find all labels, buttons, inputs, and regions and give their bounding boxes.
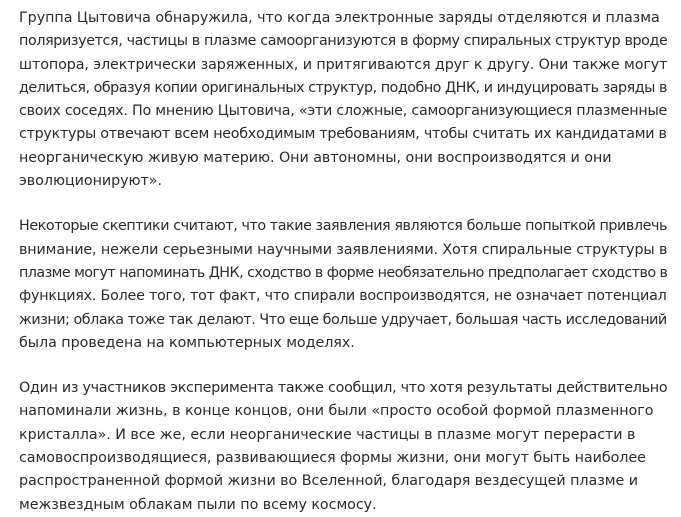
text-line: структуры отвечают всем необходимым требованиям, чтобы считать их кандидатами в (19, 126, 667, 143)
text-line: жизни; облака тоже так делают. Что еще больше удручает, большая часть исследований (19, 311, 667, 328)
text-line: была проведена на компьютерных моделях. (19, 334, 355, 351)
text-line: неорганическую живую материю. Они автономны, они воспроизводятся и они (19, 149, 612, 166)
text-line: делиться, образуя копии оригинальных структур, подобно ДНК, и индуцировать заряды в (19, 79, 667, 96)
text-line: Один из участников эксперимента также сообщил, что хотя результаты действительно (19, 380, 668, 397)
article-body (19, 7, 667, 517)
text-line: Некоторые скептики считают, что такие заявления являются больше попыткой привлечь (19, 218, 667, 235)
text-line: межзвездным облакам пыли по всему космосу. (19, 496, 377, 513)
paragraph-1 (19, 7, 667, 193)
text-line: внимание, нежели серьезными научными заявлениями. Хотя спиральные структуры в (19, 241, 668, 258)
text-line: своих соседях. По мнению Цытовича, «эти сложные, самоорганизующиеся плазменные (19, 103, 668, 120)
text-line: штопора, электрически заряженных, и притягиваются друг к другу. Они также могут (19, 56, 668, 73)
paragraph-3 (19, 377, 667, 517)
text-line: функциях. Более того, тот факт, что спирали воспроизводятся, не означает потенциал (19, 288, 667, 305)
text-line: напоминали жизнь, в конце концов, они были «просто особой формой плазменного (19, 403, 654, 420)
text-line: Группа Цытовича обнаружила, что когда электронные заряды отделяются и плазма (19, 10, 660, 26)
text-line: распространенной формой жизни во Вселенной, благодаря вездесущей плазме и (19, 473, 639, 490)
text-line: самовоспроизводящиеся, развивающиеся формы жизни, они могут быть наиболее (19, 450, 646, 467)
text-line: эволюционируют». (19, 173, 162, 190)
paragraph-2 (19, 215, 667, 355)
text-line: плазме могут напоминать ДНК, сходство в форме необязательно предполагает сходство в (19, 264, 668, 281)
text-line: кристалла». И все же, если неорганические частицы в плазме могут перерасти в (19, 426, 636, 443)
text-line: поляризуется, частицы в плазме самоорганизуются в форму спиральных структур вроде (19, 33, 668, 50)
